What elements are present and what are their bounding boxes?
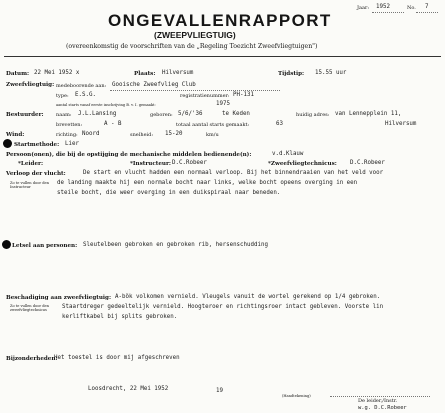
glider-label: Zweefvliegtuig: — [6, 82, 55, 88]
date-value: 22 Mei 1952 x — [34, 70, 80, 76]
signature-role: De leider,/Instr. — [358, 398, 398, 404]
technician-value: D.C.Robeer — [350, 160, 385, 166]
owner-underline — [110, 90, 280, 91]
number-label: No. — [407, 5, 416, 11]
punch-hole — [2, 240, 11, 249]
flight-course-label: Verloop der vlucht: — [6, 171, 66, 177]
number-value: 7 — [425, 4, 429, 10]
place-value: Hilversum — [162, 70, 194, 76]
pilot-total-starts-label: totaal aantal starts gemaakt: — [176, 122, 250, 128]
registration-value: PH-131 — [233, 92, 254, 98]
glider-owner-value: Gooische Zweefvlieg Club — [112, 82, 196, 88]
pilot-licenses-label: brevetten: — [56, 122, 83, 128]
conformity-note: (overeenkomstig de voorschriften van de „Regeling Toezicht Zweefvliegtuigen") — [66, 43, 318, 50]
signature-hint: (Handtekening) — [282, 394, 311, 398]
pilot-licenses-value: A - B — [104, 121, 122, 127]
flight-course-line-1: De start en vlucht hadden een normaal verloop. Bij het binnendraaien van het veld voor — [83, 170, 384, 176]
time-value: 15.55 uur — [315, 70, 347, 76]
glider-type-label: type: — [56, 93, 69, 99]
pilot-born-label: geboren: — [150, 112, 173, 118]
pilot-address-label: huidig adres: — [296, 112, 330, 118]
wind-speed-unit: km/u — [206, 132, 219, 138]
damage-line-3: kerliftkabel bij splits gebroken. — [62, 314, 178, 320]
instructor-label: *Instructeur: — [130, 161, 171, 167]
footer-year-suffix: 19 — [216, 388, 223, 394]
pilot-total-starts-value: 63 — [276, 121, 283, 127]
pilot-born-value: 5/6/'36 — [178, 111, 203, 117]
glider-starts-value: 1975 — [216, 101, 230, 107]
report-subtitle: (ZWEEPVLIEGTUIG) — [154, 30, 236, 40]
date-label: Datum: — [6, 71, 30, 77]
damage-line-1: A-bök volkomen vernield. Vleugels vanuit de wortel gerekend op 1/4 gebroken. — [115, 294, 381, 300]
leader-label: *Leider: — [18, 161, 44, 167]
remarks-label: Bijzonderheden: — [6, 356, 58, 362]
pilot-born-place: te Keden — [222, 111, 250, 117]
wind-direction-value: Noord — [82, 131, 100, 137]
year-value: 1952 — [376, 4, 390, 10]
year-underline — [372, 12, 404, 13]
instructor-value: D.C.Robeer — [172, 160, 207, 166]
damage-line-2: Staartdreger gedeeltelijk vernield. Hoogteroer en richtingsroer intact gebleven. Voorste lin — [62, 304, 384, 310]
flight-course-line-2: de landing maakte hij een normale bocht naar links, welke bocht opeens overging in een — [57, 180, 358, 186]
pilot-address-line1: van Lennepplein 11, — [335, 111, 402, 117]
damage-note: Zo te vullen door den zweefvliegtechnicus — [10, 304, 49, 312]
report-title: ONGEVALLENRAPPORT — [108, 11, 332, 30]
wind-direction-label: richting: — [56, 132, 78, 138]
pilot-label: Bestuurder: — [6, 112, 44, 118]
flight-course-line-3: steile bocht, die weer overging in een duikspiraal naar beneden. — [57, 190, 281, 196]
injury-label: Letsel aan personen: — [12, 243, 78, 249]
technician-label: *Zweefvliegtechnicus: — [268, 161, 337, 167]
signature-name: w.g. D.C.Robeer — [358, 405, 407, 411]
year-label: Jaar: — [357, 5, 370, 11]
punch-hole — [3, 139, 12, 148]
operators-value: v.d.Klauw — [272, 151, 304, 157]
glider-owner-label: medeboorende aan: — [56, 83, 107, 89]
wind-speed-label: snelheid: — [130, 132, 154, 138]
place-label: Plaats: — [134, 71, 156, 77]
pilot-address-line2: Hilversum — [385, 121, 417, 127]
damage-label: Beschadiging aan zweefvliegtuig: — [6, 295, 112, 301]
injury-value: Sleutelbeen gebroken en gebroken rib, hersenschudding — [83, 242, 268, 248]
header-rule — [4, 56, 441, 57]
glider-starts-label: aantal starts vanaf eerste inschrijving B. v. I. gemaakt: — [56, 103, 156, 107]
wind-label: Wind: — [6, 132, 25, 138]
number-underline — [416, 12, 438, 13]
signature-line — [330, 396, 430, 397]
wind-speed-value: 15-20 — [165, 131, 183, 137]
remarks-value: Het toestel is door mij afgeschreven — [54, 355, 180, 361]
footer-place-date: Loosdrecht, 22 Mei 1952 — [88, 386, 169, 392]
operators-label: Persoon(onen), die bij de opstijging de mechanische middelen bedienende(n): — [6, 152, 252, 158]
pilot-name-label: naam: — [56, 112, 72, 118]
pilot-name-value: J.L.Lansing — [78, 111, 117, 117]
time-label: Tijdstip: — [278, 71, 305, 77]
glider-type-value: E.S.G. — [75, 92, 96, 98]
registration-label: registratienummer: — [180, 93, 230, 99]
start-method-label: Startmethode: — [14, 142, 60, 148]
start-method-value: Lier — [65, 141, 79, 147]
flight-course-note: Zo te vullen door den Instructeur — [10, 181, 49, 189]
